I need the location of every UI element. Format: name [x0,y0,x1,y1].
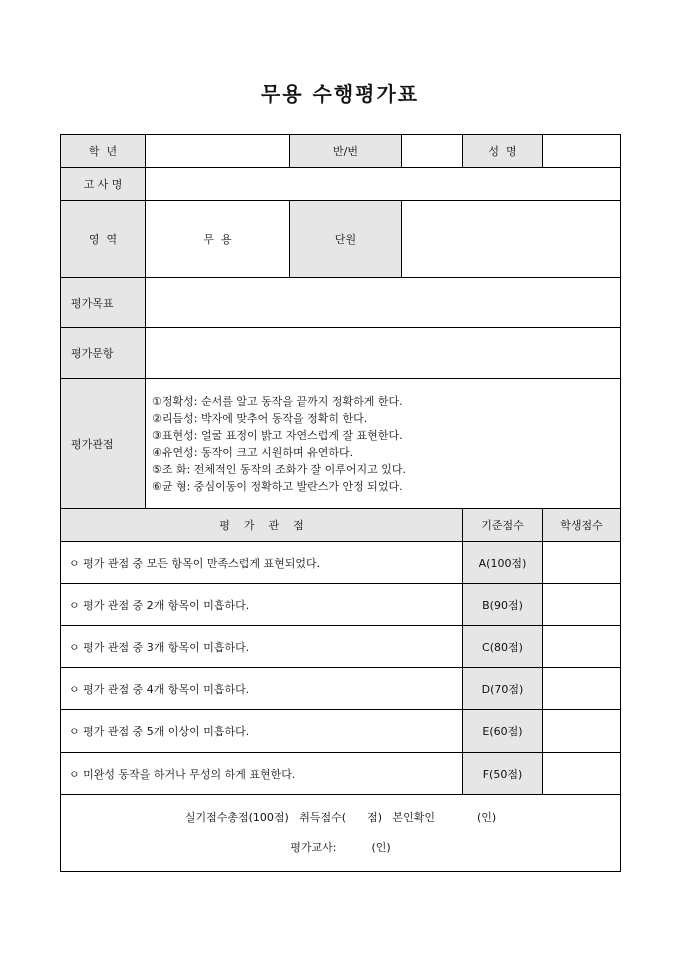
footer-cell [61,795,621,872]
score-header-row [61,509,621,542]
student-score-field[interactable] [543,668,621,710]
goal-field[interactable] [146,278,621,328]
criteria-item: ⑥균 형: 중심이동이 정확하고 발란스가 안정 되었다. [152,479,403,493]
unit-label: 단원 [290,201,402,278]
criteria-row [61,379,621,509]
teacher-field[interactable] [146,168,621,201]
area-label: 영 역 [61,201,146,278]
score-row [61,668,621,710]
criteria-item: ⑤조 화: 전체적인 동작의 조화가 잘 이루어지고 있다. [152,462,407,476]
class-field[interactable] [402,135,463,168]
goal-label: 평가목표 [61,278,146,328]
score-row [61,542,621,584]
student-score-field[interactable] [543,710,621,753]
header-row-grade [61,135,621,168]
student-score-field[interactable] [543,584,621,626]
score-row [61,710,621,753]
score-row-base: F(50점) [463,753,543,795]
score-row-desc: ㅇ 평가 관점 중 3개 항목이 미흡하다. [61,626,463,668]
grade-label: 학 년 [61,135,146,168]
score-row-desc: ㅇ 평가 관점 중 2개 항목이 미흡하다. [61,584,463,626]
header-row-teacher [61,168,621,201]
score-row-desc: ㅇ 평가 관점 중 4개 항목이 미흡하다. [61,668,463,710]
total-score-line: 실기점수총점(100점) 취득점수( 점) 본인확인 (인) [184,811,497,824]
score-row-base: E(60점) [463,710,543,753]
student-score-field[interactable] [543,626,621,668]
criteria-item: ④유연성: 동작이 크고 시원하며 유연하다. [152,445,354,459]
header-row-area [61,201,621,278]
criteria-label: 평가관점 [61,379,146,509]
name-field[interactable] [543,135,621,168]
score-header-base: 기준점수 [463,509,543,542]
name-label: 성 명 [463,135,543,168]
criteria-item: ②리듬성: 박자에 맞추어 동작을 정확히 한다. [152,411,368,425]
item-row [61,328,621,379]
student-score-field[interactable] [543,542,621,584]
score-row [61,626,621,668]
criteria-item: ①정확성: 순서를 알고 동작을 끝까지 정확하게 한다. [152,394,403,408]
score-row-base: C(80점) [463,626,543,668]
score-row-desc: ㅇ 평가 관점 중 모든 항목이 만족스럽게 표현되었다. [61,542,463,584]
score-row-desc: ㅇ 미완성 동작을 하거나 무성의 하게 표현한다. [61,753,463,795]
score-row-base: A(100점) [463,542,543,584]
score-row-base: D(70점) [463,668,543,710]
teacher-sign-line: 평가교사: (인) [290,841,391,854]
criteria-item: ③표현성: 얼굴 표정이 밝고 자연스럽게 잘 표현한다. [152,428,403,442]
score-row-base: B(90점) [463,584,543,626]
student-score-field[interactable] [543,753,621,795]
goal-row [61,278,621,328]
score-header-criteria: 평 가 관 점 [61,509,463,542]
footer-row [61,795,621,872]
unit-field[interactable] [402,201,621,278]
item-field[interactable] [146,328,621,379]
score-row [61,753,621,795]
area-value: 무 용 [146,201,290,278]
page-title: 무용 수행평가표 [260,82,420,106]
grade-field[interactable] [146,135,290,168]
score-row-desc: ㅇ 평가 관점 중 5개 이상이 미흡하다. [61,710,463,753]
class-label: 반/번 [290,135,402,168]
evaluation-form-table [60,134,621,872]
criteria-list [146,379,621,509]
score-header-student: 학생점수 [543,509,621,542]
teacher-label: 고 사 명 [61,168,146,201]
score-row [61,584,621,626]
item-label: 평가문항 [61,328,146,379]
